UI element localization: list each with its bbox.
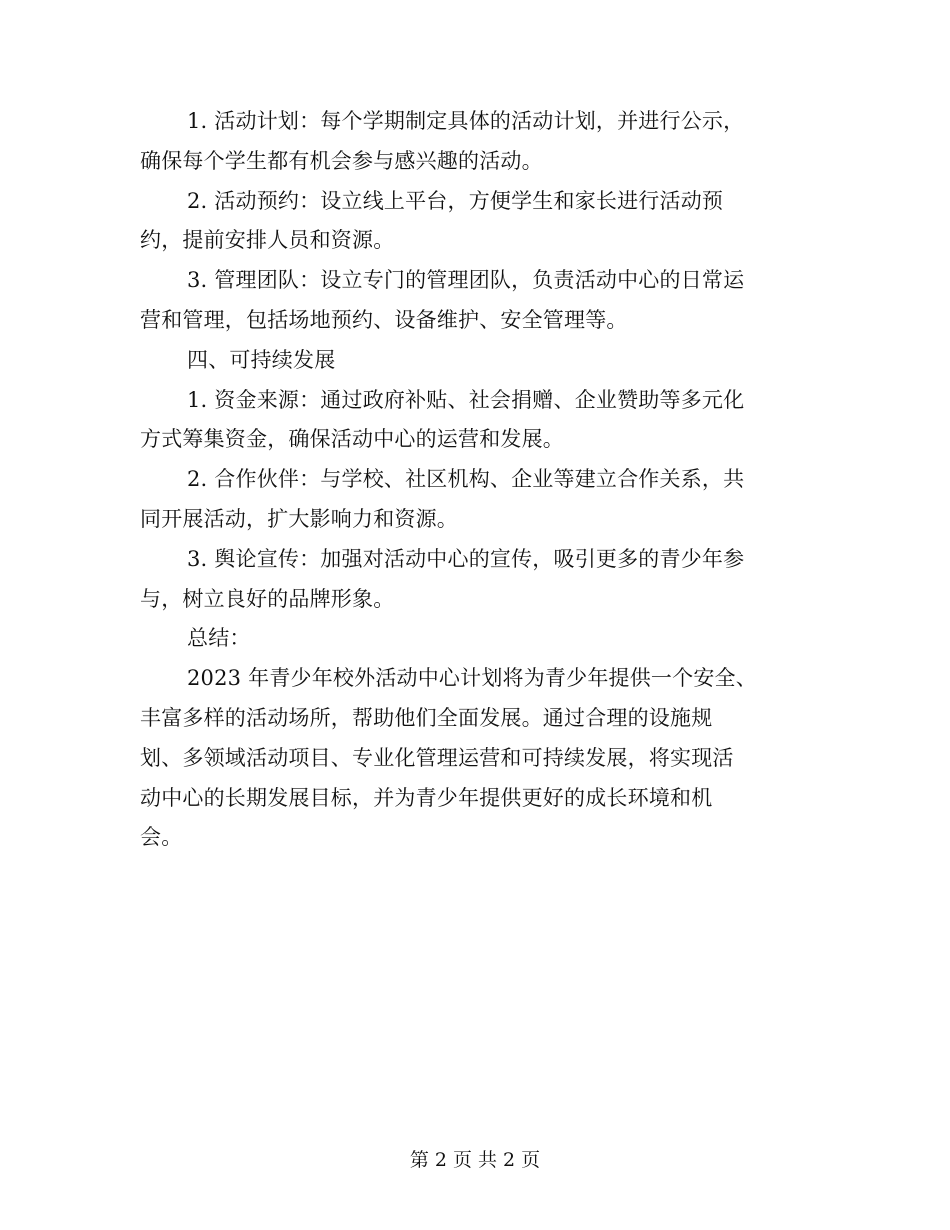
text-line-1: 1. 活动计划：每个学期制定具体的活动计划，并进行公示， [187, 109, 745, 133]
document-body [140, 102, 808, 858]
text-line-15: 2023 年青少年校外活动中心计划将为青少年提供一个安全、 [187, 666, 757, 691]
text-line-16: 丰富多样的活动场所，帮助他们全面发展。通过合理的设施规 [140, 705, 713, 730]
text-line-19: 会。 [140, 825, 183, 850]
text-line-12: 3. 舆论宣传：加强对活动中心的宣传，吸引更多的青少年参 [187, 546, 745, 571]
text-line-4: 约，提前安排人员和资源。 [140, 228, 395, 253]
text-line-13: 与，树立良好的品牌形象。 [140, 586, 395, 611]
text-line-5: 3. 管理团队：设立专门的管理团队，负责活动中心的日常运 [187, 268, 745, 293]
text-line-2: 确保每个学生都有机会参与感兴趣的活动。 [140, 148, 543, 173]
text-line-3: 2. 活动预约：设立线上平台，方便学生和家长进行活动预 [187, 188, 724, 213]
section-heading: 四、可持续发展 [187, 347, 336, 372]
text-line-8: 1. 资金来源：通过政府补贴、社会捐赠、企业赞助等多元化 [187, 387, 745, 412]
text-line-10: 2. 合作伙伴：与学校、社区机构、企业等建立合作关系，共 [187, 467, 745, 492]
text-line-17: 划、多领域活动项目、专业化管理运营和可持续发展，将实现活 [140, 745, 734, 770]
text-line-6: 营和管理，包括场地预约、设备维护、安全管理等。 [140, 307, 628, 332]
page-number-footer: 第 2 页 共 2 页 [409, 1149, 541, 1171]
text-line-9: 方式筹集资金，确保活动中心的运营和发展。 [140, 427, 564, 452]
text-line-18: 动中心的长期发展目标，并为青少年提供更好的成长环境和机 [140, 785, 713, 810]
text-line-11: 同开展活动，扩大影响力和资源。 [140, 506, 458, 531]
summary-heading: 总结： [187, 626, 251, 651]
